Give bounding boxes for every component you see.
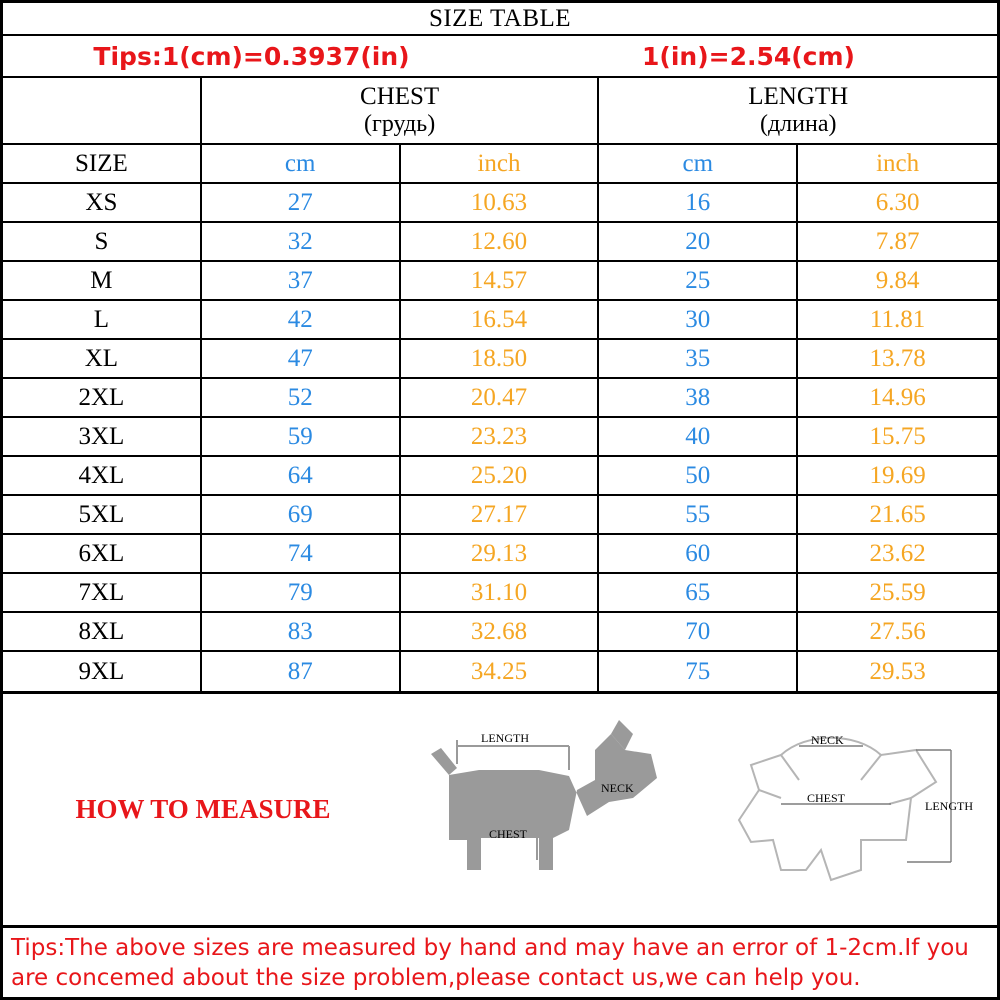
cell-chest-cm: 42 <box>202 301 401 338</box>
cell-size: M <box>3 262 202 299</box>
table-row <box>3 574 997 613</box>
cell-size: 5XL <box>3 496 202 533</box>
cell-length-cm: 30 <box>599 301 798 338</box>
cell-length-inch: 25.59 <box>869 578 926 606</box>
table-row <box>3 301 997 340</box>
cell-length-cm: 75 <box>599 652 798 691</box>
header-length-inch: inch <box>876 149 920 177</box>
dog-neck-label: NECK <box>601 780 634 795</box>
cell-chest-cm: 87 <box>202 652 401 691</box>
cell-chest-inch: 29.13 <box>401 535 600 572</box>
table-row <box>3 262 997 301</box>
group-header-blank <box>3 78 202 143</box>
cell-length-inch: 19.69 <box>869 461 926 489</box>
group-chest-label: CHEST <box>360 83 440 111</box>
table-group-header <box>3 78 997 145</box>
group-length-sublabel: (длина) <box>759 111 837 138</box>
table-row <box>3 379 997 418</box>
how-to-measure-section <box>3 694 997 928</box>
cell-length-inch: 21.65 <box>869 500 926 528</box>
cell-length-cm: 40 <box>599 418 798 455</box>
cell-size: S <box>3 223 202 260</box>
cell-chest-cm: 69 <box>202 496 401 533</box>
cell-length-inch: 23.62 <box>869 539 926 567</box>
cell-chest-inch: 31.10 <box>401 574 600 611</box>
cell-chest-cm: 47 <box>202 340 401 377</box>
header-size: SIZE <box>3 145 202 182</box>
cell-length-inch: 11.81 <box>869 305 926 333</box>
cell-size: 8XL <box>3 613 202 650</box>
header-chest-inch: inch <box>401 145 600 182</box>
cell-chest-inch: 34.25 <box>401 652 600 691</box>
cell-length-cm: 60 <box>599 535 798 572</box>
cell-chest-cm: 27 <box>202 184 401 221</box>
cell-length-inch: 9.84 <box>875 266 920 294</box>
cell-chest-cm: 79 <box>202 574 401 611</box>
cell-length-cm: 55 <box>599 496 798 533</box>
cell-chest-inch: 20.47 <box>401 379 600 416</box>
cell-length-cm: 25 <box>599 262 798 299</box>
garment-chest-label: CHEST <box>807 790 846 805</box>
dog-length-label: LENGTH <box>481 730 529 745</box>
measure-figures <box>403 694 997 925</box>
cell-length-cm: 65 <box>599 574 798 611</box>
cell-size: XL <box>3 340 202 377</box>
dog-illustration-svg <box>419 720 679 900</box>
cell-chest-cm: 37 <box>202 262 401 299</box>
cell-length-inch: 6.30 <box>875 188 920 216</box>
garment-length-label: LENGTH <box>925 798 973 813</box>
bottom-tips-text: Tips:The above sizes are measured by hand and may have an error of 1-2cm.If you are concemed about the size problem,please contact us,we can help you. <box>11 935 969 991</box>
how-to-measure-label: HOW TO MEASURE <box>75 794 331 825</box>
cell-length-cm: 35 <box>599 340 798 377</box>
cell-size: 9XL <box>3 652 202 691</box>
tip-inch-to-cm: 1(in)=2.54(cm) <box>642 41 855 71</box>
cell-chest-cm: 74 <box>202 535 401 572</box>
table-row <box>3 184 997 223</box>
cell-chest-inch: 23.23 <box>401 418 600 455</box>
table-row <box>3 418 997 457</box>
size-table <box>3 78 997 694</box>
cell-chest-inch: 12.60 <box>401 223 600 260</box>
cell-length-cm: 16 <box>599 184 798 221</box>
cell-length-inch: 27.56 <box>869 617 926 645</box>
cell-chest-inch: 10.63 <box>401 184 600 221</box>
cell-length-inch: 14.96 <box>869 383 926 411</box>
cell-size: L <box>3 301 202 338</box>
table-row <box>3 535 997 574</box>
cell-size: 3XL <box>3 418 202 455</box>
table-row <box>3 613 997 652</box>
group-length-label: LENGTH <box>748 83 849 111</box>
cell-chest-inch: 16.54 <box>401 301 600 338</box>
cell-length-cm: 50 <box>599 457 798 494</box>
group-header-length <box>599 78 997 143</box>
table-row <box>3 496 997 535</box>
tip-cm-to-inch: Tips:1(cm)=0.3937(in) <box>93 41 410 71</box>
table-row <box>3 340 997 379</box>
cell-chest-cm: 52 <box>202 379 401 416</box>
header-length-cm: cm <box>599 145 798 182</box>
cell-chest-inch: 27.17 <box>401 496 600 533</box>
garment-diagram <box>711 694 981 925</box>
cell-length-cm: 38 <box>599 379 798 416</box>
cell-size: 2XL <box>3 379 202 416</box>
cell-length-inch: 13.78 <box>869 344 926 372</box>
conversion-tips-row <box>3 36 997 78</box>
table-row <box>3 652 997 691</box>
cell-length-cm: 20 <box>599 223 798 260</box>
title-row <box>3 3 997 36</box>
cell-chest-inch: 32.68 <box>401 613 600 650</box>
garment-neck-label: NECK <box>811 732 844 747</box>
cell-chest-cm: 83 <box>202 613 401 650</box>
cell-chest-inch: 25.20 <box>401 457 600 494</box>
dog-diagram <box>419 694 679 925</box>
dog-chest-label: CHEST <box>489 826 528 841</box>
table-unit-header <box>3 145 997 184</box>
cell-chest-inch: 14.57 <box>401 262 600 299</box>
cell-size: 7XL <box>3 574 202 611</box>
cell-length-inch: 7.87 <box>875 227 920 255</box>
cell-chest-cm: 64 <box>202 457 401 494</box>
cell-size: 4XL <box>3 457 202 494</box>
group-header-chest <box>202 78 600 143</box>
cell-chest-inch: 18.50 <box>401 340 600 377</box>
group-chest-sublabel: (грудь) <box>364 111 436 138</box>
table-row <box>3 457 997 496</box>
cell-length-inch: 15.75 <box>869 422 926 450</box>
cell-length-inch: 29.53 <box>869 657 926 685</box>
table-row <box>3 223 997 262</box>
cell-length-cm: 70 <box>599 613 798 650</box>
garment-illustration-svg <box>711 720 981 900</box>
page-title: SIZE TABLE <box>428 4 572 32</box>
cell-size: 6XL <box>3 535 202 572</box>
cell-size: XS <box>3 184 202 221</box>
cell-chest-cm: 32 <box>202 223 401 260</box>
header-chest-cm: cm <box>202 145 401 182</box>
cell-chest-cm: 59 <box>202 418 401 455</box>
